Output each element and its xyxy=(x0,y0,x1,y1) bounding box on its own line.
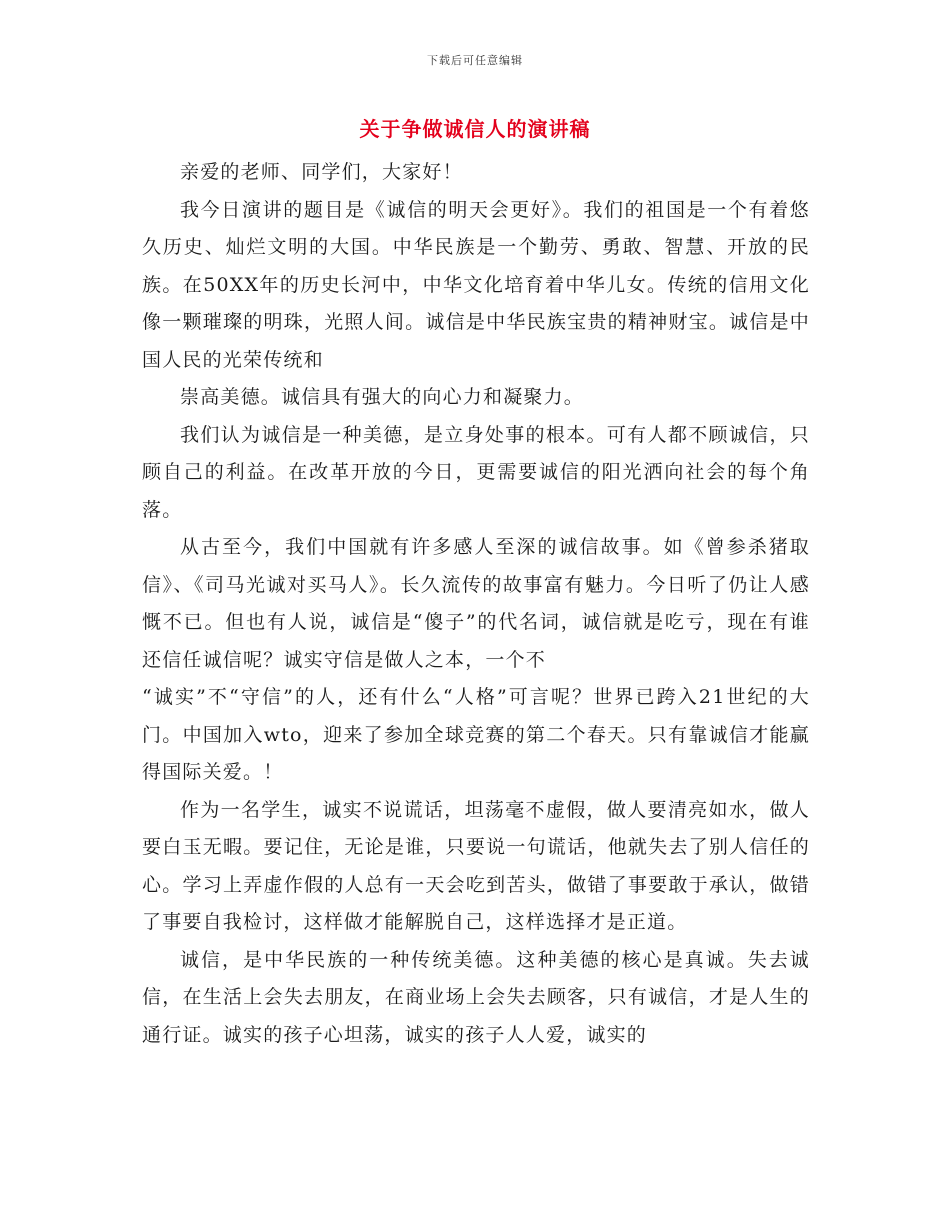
document-body xyxy=(142,154,810,1054)
paragraph-student: 作为一名学生，诚实不说谎话，坦荡毫不虚假，做人要清亮如水，做人要白玉无暇。要记住，无论是谁，只要说一句谎话，他就失去了别人信任的心。学习上弄虚作假的人总有一天会吃到苦头，做错了事要敢于承认，做错了事要自我检讨，这样做才能解脱自己，这样选择才是正道。 xyxy=(142,798,810,933)
document-title: 关于争做诚信人的演讲稿 xyxy=(359,117,591,141)
paragraph-greeting: 亲爱的老师、同学们，大家好！ xyxy=(180,161,463,183)
paragraph-stories-continued: “诚实”不“守信”的人，还有什么“人格”可言呢？世界已跨入21世纪的大门。中国加入wto，迎来了参加全球竞赛的第二个春天。只有靠诚信才能赢得国际关爱。！ xyxy=(142,686,810,783)
paragraph-virtue: 崇高美德。诚信具有强大的向心力和凝聚力。 xyxy=(180,386,585,408)
header-note: 下载后可任意编辑 xyxy=(427,54,523,67)
paragraph-foundation: 我们认为诚信是一种美德，是立身处事的根本。可有人都不顾诚信，只顾自己的利益。在改革开放的今日，更需要诚信的阳光洒向社会的每个角落。 xyxy=(142,423,810,521)
paragraph-tradition: 诚信，是中华民族的一种传统美德。这种美德的核心是真诚。失去诚信，在生活上会失去朋友，在商业场上会失去顾客，只有诚信，才是人生的通行证。诚实的孩子心坦荡，诚实的孩子人人爱，诚实的 xyxy=(142,948,810,1046)
paragraph-topic: 我今日演讲的题目是《诚信的明天会更好》。我们的祖国是一个有着悠久历史、灿烂文明的大国。中华民族是一个勤劳、勇敢、智慧、开放的民族。在50XX年的历史长河中，中华文化培育着中华儿女。传统的信用文化像一颗璀璨的明珠，光照人间。诚信是中华民族宝贵的精神财宝。诚信是中国人民的光荣传统和 xyxy=(142,198,810,371)
paragraph-stories: 从古至今，我们中国就有许多感人至深的诚信故事。如《曾参杀猪取信》、《司马光诚对买马人》。长久流传的故事富有魅力。今日听了仍让人感慨不已。但也有人说，诚信是“傻子”的代名词，诚信就是吃亏，现在有谁还信任诚信呢？诚实守信是做人之本，一个不 xyxy=(142,536,810,671)
